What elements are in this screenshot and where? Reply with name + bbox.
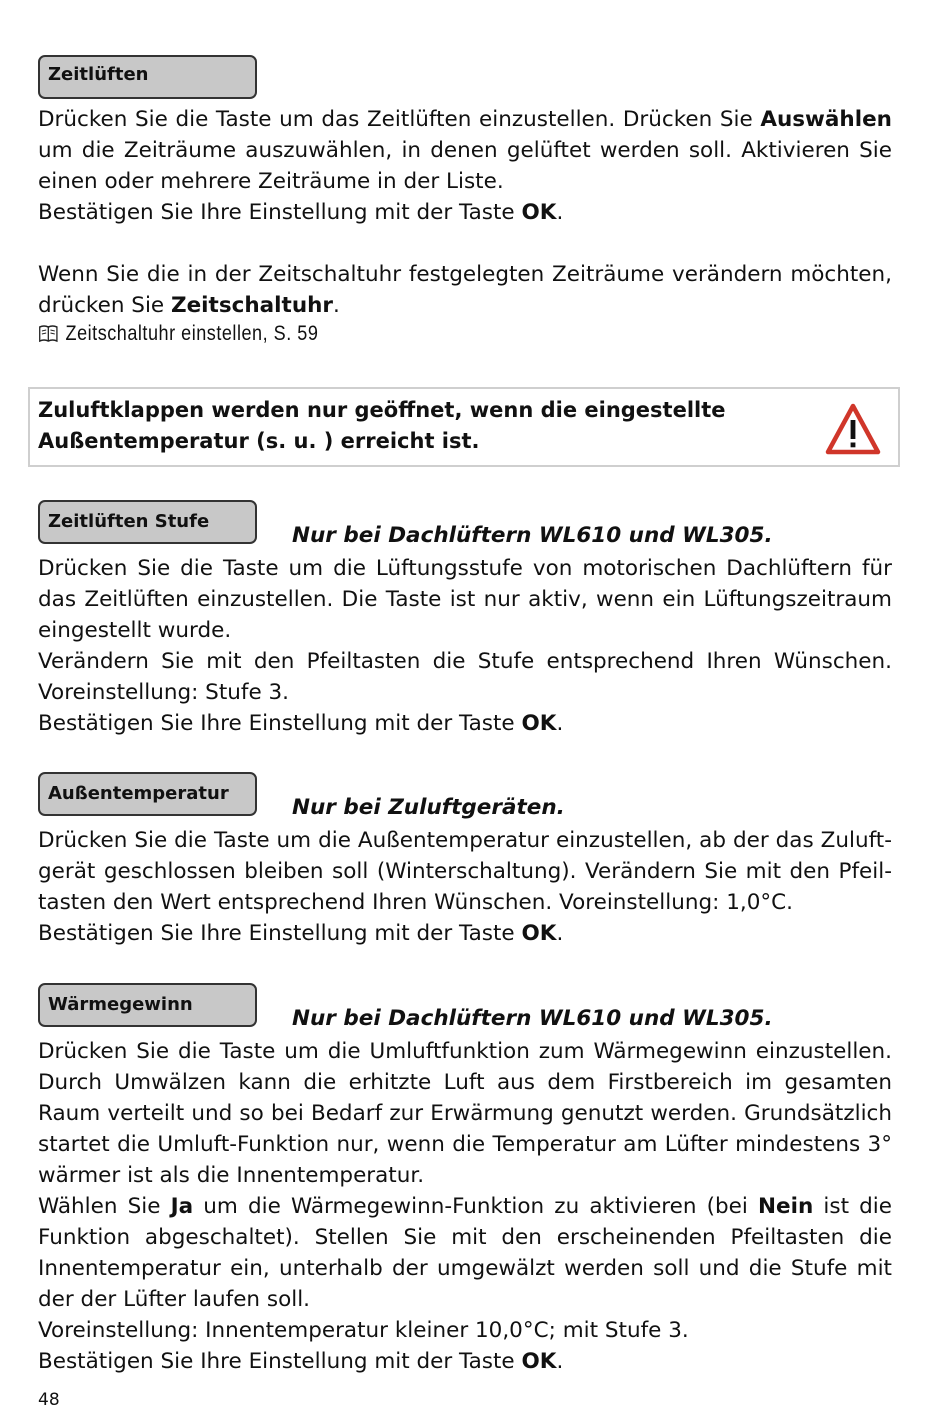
- warning-text: Zuluftklappen werden nur geöffnet, wenn die eingestellte Außentemperatur (s. u. ) erreicht ist.: [38, 398, 726, 453]
- paragraph: Voreinstellung: Stufe 3.: [38, 680, 290, 705]
- waermegewinn-button: Wärmegewinn: [38, 983, 257, 1027]
- warning-box: [28, 387, 900, 467]
- paragraph: Bestätigen Sie Ihre Einstellung mit der Taste OK.: [38, 921, 564, 946]
- paragraph: Bestätigen Sie Ihre Einstellung mit der Taste OK.: [38, 200, 564, 225]
- zeitlueften-stufe-text: [38, 553, 892, 739]
- paragraph: Drücken Sie die Taste um die Umluftfunktion zum Wärmegewinn einzustellen. Durch Umwälzen kann die erhitzte Luft aus dem Firstbereich im gesamten Raum verteilt und so bei Bedarf zur Erwärmung genutzt werden. Grundsätzlich startet die Umluft-Funktion nur, wenn die Temperatur am Lüfter mindestens 3° wärmer ist als die Innentemperatur.: [38, 1039, 892, 1188]
- paragraph: Wählen Sie Ja um die Wärmegewinn-Funktion zu aktivieren (bei Nein ist die Funktion abgeschaltet). Stellen Sie mit den erscheinenden Pfeiltasten die Innentemperatur ein, unterhalb der umgewälzt werden soll und die Stufe mit der der Lüfter laufen soll.: [38, 1194, 892, 1312]
- paragraph: Verändern Sie mit den Pfeiltasten die Stufe entsprechend Ihren Wünschen.: [38, 649, 892, 674]
- paragraph: Drücken Sie die Taste um das Zeitlüften einzustellen. Drücken Sie Auswählen um die Zeiträume auszuwählen, in denen gelüftet werden soll. Aktivieren Sie einen oder mehrere Zeiträume in der Liste.: [38, 107, 892, 194]
- waermegewinn-text: [38, 1036, 892, 1377]
- aussentemperatur-button: Außentemperatur: [38, 772, 257, 816]
- model-note: Nur bei Dachlüftern WL610 und WL305.: [292, 1006, 773, 1031]
- aussentemperatur-text: [38, 825, 892, 949]
- model-note: Nur bei Dachlüftern WL610 und WL305.: [292, 523, 773, 548]
- warning-triangle-icon: [825, 403, 881, 455]
- zeitlueften-text: [38, 104, 892, 321]
- device-note: Nur bei Zuluftgeräten.: [292, 795, 565, 820]
- paragraph: Wenn Sie die in der Zeitschaltuhr festgelegten Zeiträume verändern möchten, drücken Sie Zeitschaltuhr.: [38, 262, 892, 318]
- paragraph: Bestätigen Sie Ihre Einstellung mit der Taste OK.: [38, 711, 564, 736]
- paragraph: Drücken Sie die Taste um die Lüftungsstufe von motorischen Dachlüftern für das Zeitlüften einzustellen. Die Taste ist nur aktiv, wenn ein Lüftungszeitraum eingestellt wurde.: [38, 556, 892, 643]
- paragraph: Voreinstellung: Innentemperatur kleiner 10,0°C; mit Stufe 3.: [38, 1318, 689, 1343]
- zeitlueften-button: Zeitlüften: [38, 55, 257, 99]
- zeitlueften-stufe-button: Zeitlüften Stufe: [38, 500, 257, 544]
- page-number: 48: [38, 1390, 60, 1410]
- book-icon: [38, 324, 59, 344]
- cross-reference: [38, 322, 318, 346]
- paragraph: Drücken Sie die Taste um die Außentemperatur einzustellen, ab der das Zuluftgerät geschlossen bleiben soll (Winterschaltung). Verändern Sie mit den Pfeiltasten den Wert entsprechend Ihren Wünschen. Voreinstellung: 1,0°C.: [38, 828, 892, 915]
- paragraph: Bestätigen Sie Ihre Einstellung mit der Taste OK.: [38, 1349, 564, 1374]
- reference-text: Zeitschaltuhr einstellen, S. 59: [65, 322, 319, 345]
